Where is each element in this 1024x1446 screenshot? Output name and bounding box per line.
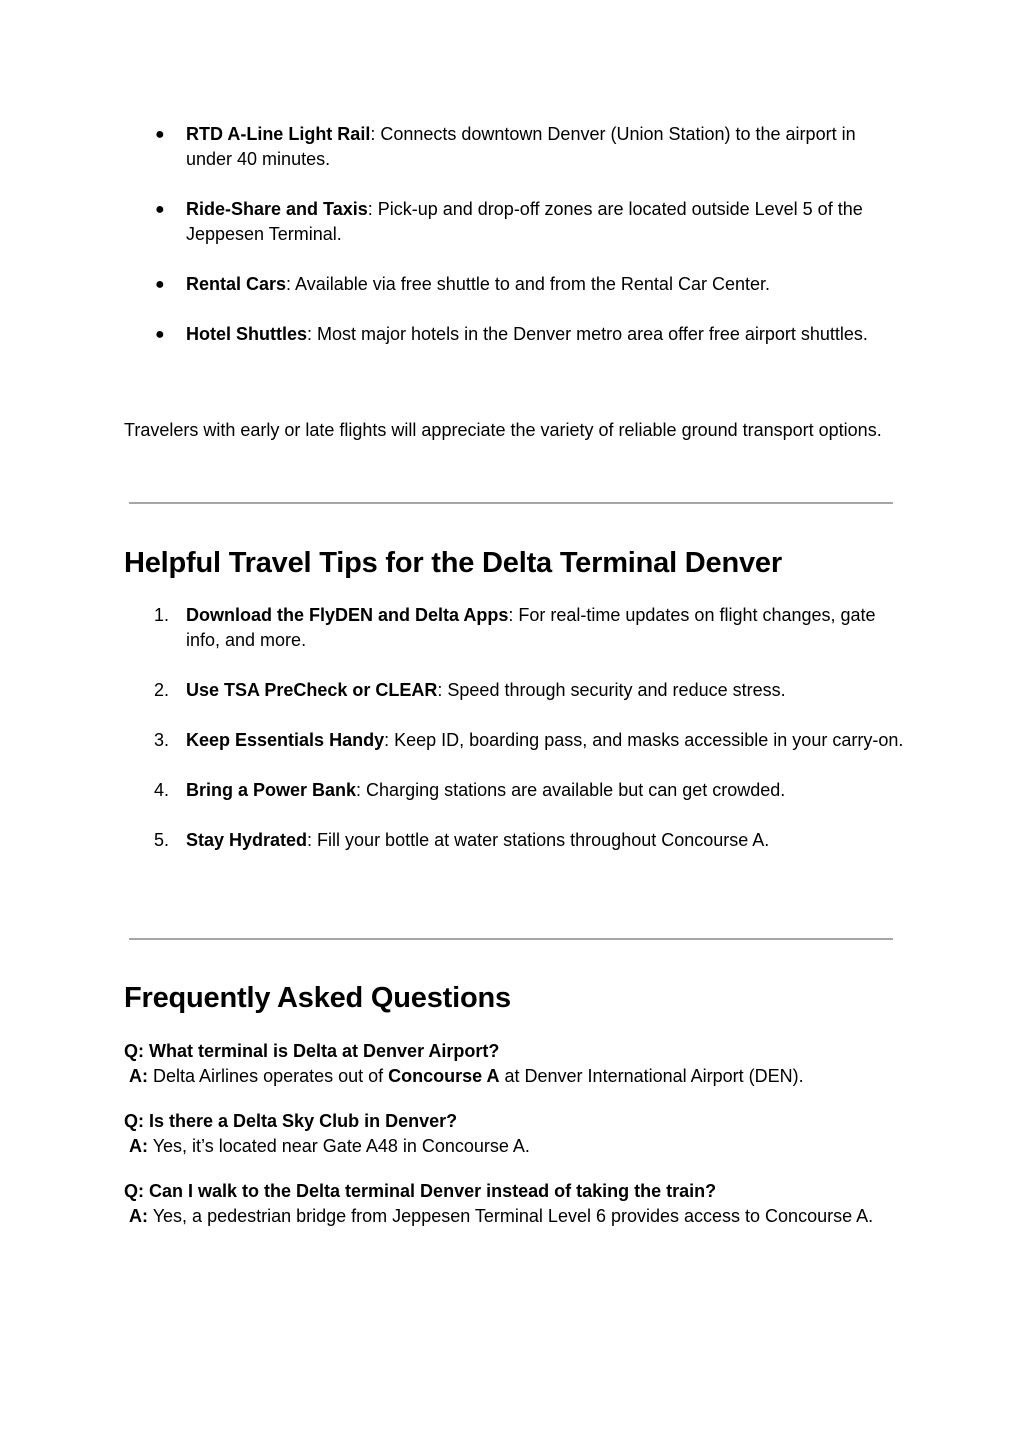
tips-heading: Helpful Travel Tips for the Delta Terminal Denver [124,547,782,579]
answer-text: Yes, it’s located near Gate A48 in Concourse A. [148,1136,530,1156]
answer-text: Delta Airlines operates out of [148,1066,389,1086]
list-item [0,678,1024,703]
item-title: Hotel Shuttles [186,324,308,344]
bullet-marker: ● [155,126,165,143]
faq-heading: Frequently Asked Questions [124,982,511,1014]
faq-answer [124,1064,904,1089]
item-title: Download the FlyDEN and Delta Apps [186,605,509,625]
item-text: : Pick-up and drop-off zones are located outside Level 5 of the Jeppesen Terminal. [186,199,863,244]
answer-text: Yes, a pedestrian bridge from Jeppesen Terminal Level 6 provides access to Concourse A. [148,1206,874,1226]
tips-list [0,603,1024,878]
list-item [0,197,1024,247]
faq-item [124,1179,904,1229]
item-number: 1. [154,605,170,625]
bullet-marker: ● [155,326,165,343]
item-title: Use TSA PreCheck or CLEAR [186,680,438,700]
transport-note: Travelers with early or late flights will appreciate the variety of reliable ground transport options. [124,420,882,440]
item-number: 3. [154,730,170,750]
item-text: : Most major hotels in the Denver metro area offer free airport shuttles. [307,324,868,344]
item-text: : Fill your bottle at water stations throughout Concourse A. [307,830,770,850]
section-divider [129,502,893,504]
faq-answer [124,1134,904,1159]
list-item [0,778,1024,803]
faq-question: Q: What terminal is Delta at Denver Airport? [124,1041,500,1061]
list-item [0,603,1024,653]
item-text: : Connects downtown Denver (Union Station) to the airport in under 40 minutes. [186,124,856,169]
section-divider [129,938,893,940]
transport-list [0,122,1024,372]
item-title: Keep Essentials Handy [186,730,385,750]
bullet-marker: ● [155,201,165,218]
item-number: 2. [154,680,170,700]
list-item [0,728,1024,753]
answer-label: A: [129,1136,149,1156]
item-text: : Speed through security and reduce stress. [437,680,786,700]
answer-text-end: at Denver International Airport (DEN). [499,1066,804,1086]
item-text: : For real-time updates on flight changes, gate info, and more. [186,605,876,650]
answer-emphasis: Concourse A [388,1066,500,1086]
item-title: Stay Hydrated [186,830,308,850]
item-text: : Charging stations are available but can get crowded. [356,780,786,800]
list-item [0,322,1024,347]
item-title: Rental Cars [186,274,287,294]
list-item [0,122,1024,172]
item-number: 5. [154,830,170,850]
faq-item [124,1109,904,1159]
answer-label: A: [129,1066,149,1086]
faq-item [124,1039,904,1089]
item-title: Ride-Share and Taxis [186,199,368,219]
list-item [0,272,1024,297]
faq-answer [124,1204,904,1229]
list-item [0,828,1024,853]
faq-question: Q: Can I walk to the Delta terminal Denver instead of taking the train? [124,1181,717,1201]
answer-label: A: [129,1206,149,1226]
item-title: RTD A-Line Light Rail [186,124,371,144]
item-text: : Available via free shuttle to and from the Rental Car Center. [286,274,770,294]
faq-question: Q: Is there a Delta Sky Club in Denver? [124,1111,458,1131]
item-text: : Keep ID, boarding pass, and masks accessible in your carry-on. [384,730,904,750]
item-number: 4. [154,780,170,800]
faq-list [124,1039,904,1249]
item-title: Bring a Power Bank [186,780,357,800]
bullet-marker: ● [155,276,165,293]
